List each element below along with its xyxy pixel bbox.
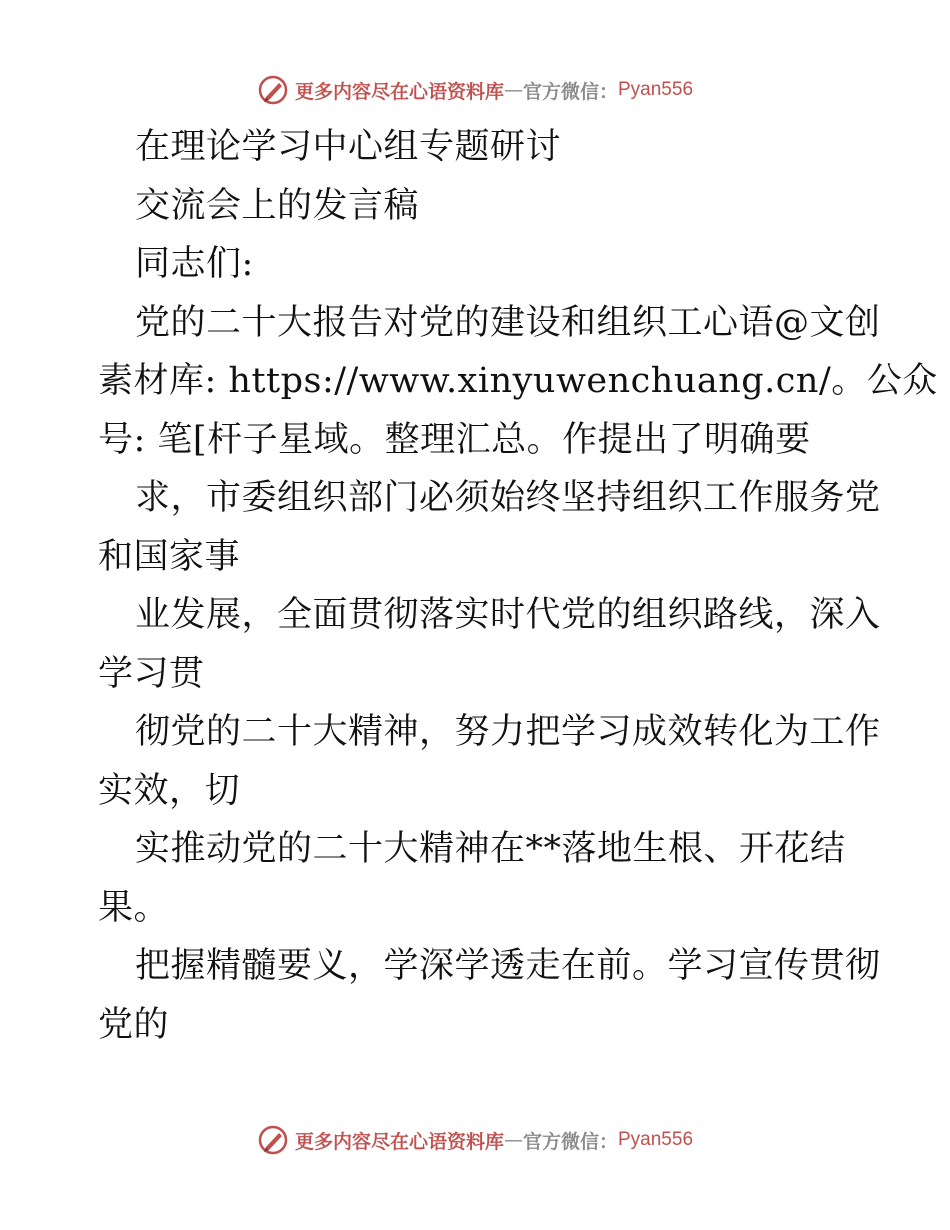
banner-wechat-id: Pyan556 bbox=[618, 1129, 694, 1150]
document-title-line-1: 在理论学习中心组专题研讨 bbox=[135, 127, 562, 167]
header-watermark-banner bbox=[0, 70, 950, 110]
document-paragraphs bbox=[98, 294, 938, 1055]
text-line: 党的二十大报告对党的建设和组织工心语@文创 bbox=[135, 302, 881, 343]
text-line: 素材库: https://www.xinyuwenchuang.cn/。公众 bbox=[98, 361, 938, 401]
text-line: 号: 笔[杆子星域。整理汇总。作提出了明确要 bbox=[98, 419, 811, 460]
pen-logo-icon bbox=[257, 74, 289, 106]
text-line: 业发展，全面贯彻落实时代党的组织路线，深入 bbox=[135, 595, 881, 635]
text-line: 学习贯 bbox=[98, 653, 205, 694]
footer-watermark-banner bbox=[0, 1120, 950, 1160]
banner-wechat-label: 官方微信： bbox=[522, 1130, 618, 1153]
banner-separator: — bbox=[503, 1129, 523, 1151]
banner-main-text: 更多内容尽在心语资料库 bbox=[294, 80, 504, 103]
text-line: 实推动党的二十大精神在**落地生根、开花结 bbox=[135, 829, 846, 869]
text-line: 和国家事 bbox=[98, 536, 241, 577]
text-line: 果。 bbox=[98, 887, 170, 928]
pen-logo-icon bbox=[257, 1124, 289, 1156]
banner-wechat-id: Pyan556 bbox=[618, 79, 694, 100]
text-line: 党的 bbox=[98, 1004, 170, 1045]
text-line: 彻党的二十大精神，努力把学习成效转化为工作 bbox=[135, 712, 881, 752]
text-line: 求，市委组织部门必须始终坚持组织工作服务党 bbox=[135, 478, 881, 518]
document-body bbox=[98, 118, 938, 1054]
text-line: 把握精髓要义，学深学透走在前。学习宣传贯彻 bbox=[135, 946, 881, 986]
banner-main-text: 更多内容尽在心语资料库 bbox=[294, 1130, 504, 1153]
banner-separator: — bbox=[503, 79, 523, 101]
document-title-line-2: 交流会上的发言稿 bbox=[135, 185, 420, 226]
banner-wechat-label: 官方微信： bbox=[522, 80, 618, 103]
document-salutation: 同志们: bbox=[135, 244, 254, 284]
text-line: 实效，切 bbox=[98, 770, 241, 811]
